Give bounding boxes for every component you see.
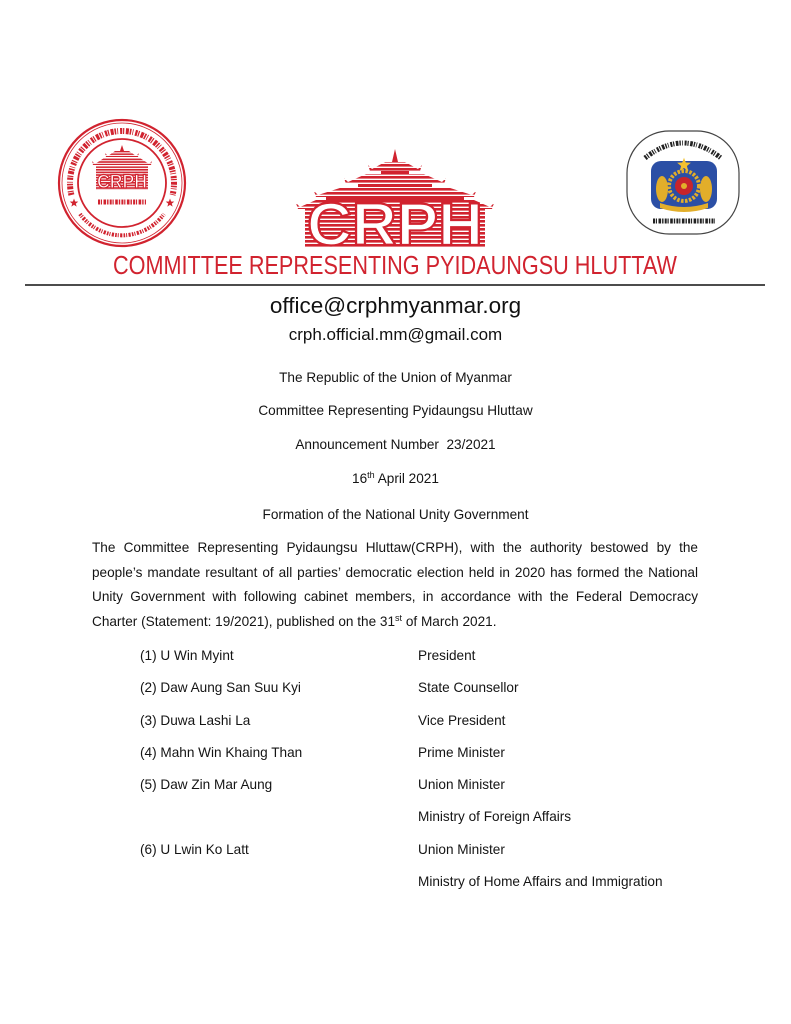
cabinet-list [140, 640, 700, 898]
date-day: 16 [352, 471, 368, 486]
logo-text: CRPH [307, 191, 483, 258]
committee-heading: Committee Representing Pyidaungsu Hluttaw [258, 403, 533, 418]
member-roles [418, 737, 505, 769]
member-name: (3) Duwa Lashi La [140, 712, 251, 728]
announcement-subject: Formation of the National Unity Government [262, 507, 529, 522]
member-roles [418, 640, 475, 672]
paragraph-line: people’s mandate resultant of all parties’ democratic election held in 2020 has formed the National [92, 564, 698, 580]
cabinet-member [140, 769, 700, 834]
crph-seal-icon [59, 120, 185, 246]
paragraph-text: of March 2021. [402, 613, 497, 629]
member-roles [418, 769, 571, 834]
member-ministry: Ministry of Home Affairs and Immigration [418, 874, 663, 890]
paragraph-line: The Committee Representing Pyidaungsu Hluttaw(CRPH), with the authority bestowed by the [92, 540, 698, 555]
seal-logo-text: CRPH [97, 172, 147, 193]
announcement-number: Announcement Number 23/2021 [295, 437, 496, 452]
member-name: (6) U Lwin Ko Latt [140, 841, 249, 857]
member-role: President [418, 648, 476, 663]
member-role: Prime Minister [418, 744, 505, 760]
contact-email-primary: office@crphmyanmar.org [269, 293, 522, 318]
member-roles [418, 672, 519, 704]
country-heading: The Republic of the Union of Myanmar [279, 370, 512, 385]
state-emblem-seal-icon [627, 131, 739, 234]
ordinal-suffix: st [395, 612, 403, 623]
member-roles [418, 705, 505, 737]
member-name: (1) U Win Myint [140, 648, 234, 663]
paragraph-text: Charter (Statement: 19/2021), published on the 31 [92, 613, 396, 629]
intro-paragraph [92, 536, 698, 634]
crph-pagoda-logo-icon [296, 149, 494, 258]
date-rest: April 2021 [374, 471, 439, 486]
member-name: (4) Mahn Win Khaing Than [140, 744, 303, 760]
member-ministry: Ministry of Foreign Affairs [418, 809, 572, 825]
cabinet-member [140, 640, 700, 672]
contact-email-secondary: crph.official.mm@gmail.com [288, 325, 503, 344]
member-role: Union Minister [418, 841, 505, 857]
member-role: State Counsellor [418, 680, 519, 696]
paragraph-line: Unity Government with following cabinet members, in accordance with the Federal Democracy [92, 589, 698, 605]
cabinet-member [140, 705, 700, 737]
cabinet-member [140, 672, 700, 704]
paragraph-line [92, 610, 698, 635]
cabinet-member [140, 737, 700, 769]
cabinet-member [140, 834, 700, 899]
member-roles [418, 834, 663, 899]
member-role: Vice President [418, 712, 506, 728]
committee-title: COMMITTEE REPRESENTING PYIDAUNGSU HLUTTAW [113, 250, 678, 280]
announcement-date [0, 470, 791, 488]
member-name: (5) Daw Zin Mar Aung [140, 777, 273, 793]
letterhead [0, 0, 791, 292]
date-ordinal-suffix: th [367, 470, 375, 480]
member-role: Union Minister [418, 777, 505, 793]
member-name: (2) Daw Aung San Suu Kyi [140, 680, 301, 696]
